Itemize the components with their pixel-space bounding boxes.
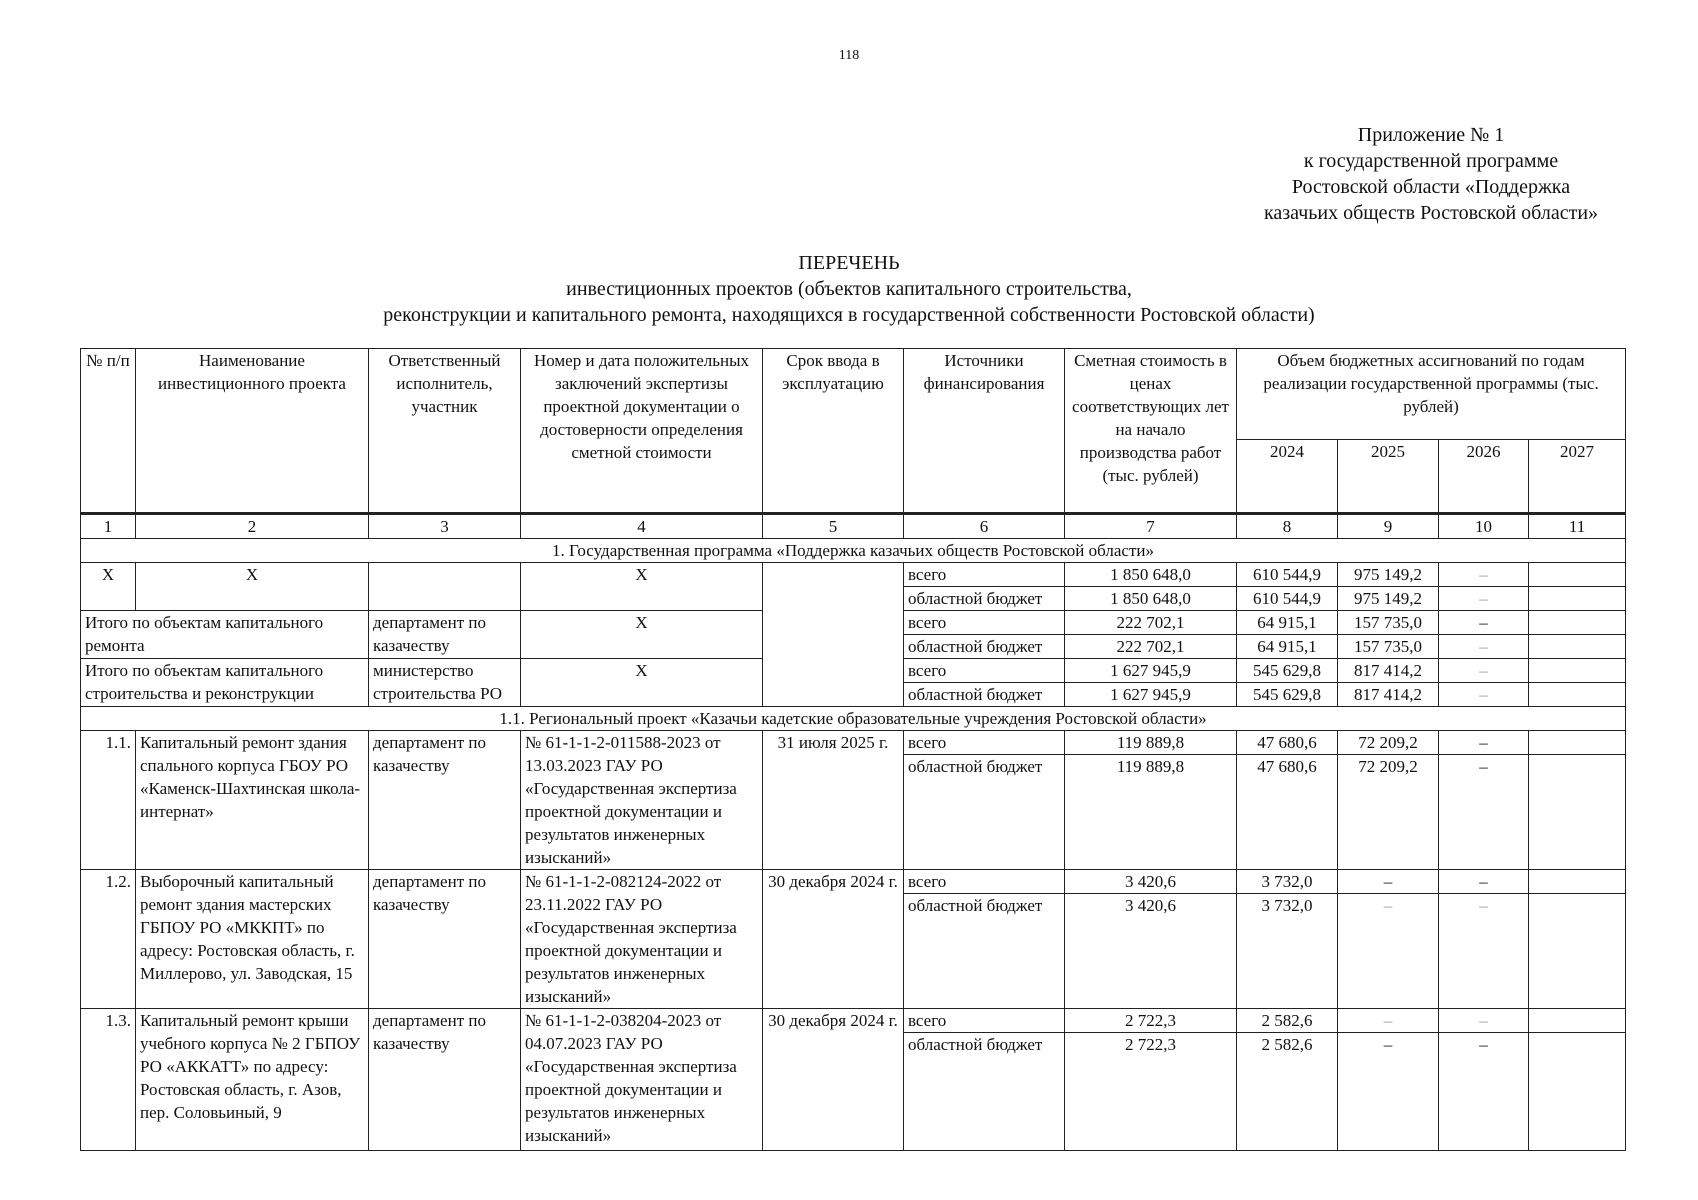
value-2024: 64 915,1 <box>1237 611 1338 635</box>
value-2027 <box>1529 587 1626 611</box>
value-2026: – <box>1439 755 1529 870</box>
annex-line: Приложение № 1 <box>1357 124 1505 146</box>
header-term: Срок ввода в эксплуатацию <box>763 349 904 514</box>
project-term: 31 июля 2025 г. <box>763 731 904 870</box>
project-num: 1.3. <box>81 1009 136 1151</box>
column-number: 4 <box>521 514 763 539</box>
project-expertise: № 61-1-1-2-082124-2022 от 23.11.2022 ГАУ РО «Государственная экспертиза проектной документации и результатов инженерных изысканий» <box>521 870 763 1009</box>
project-num: 1.2. <box>81 870 136 1009</box>
value-2027 <box>1529 1009 1626 1033</box>
column-number: 11 <box>1529 514 1626 539</box>
header-name: Наименование инвестиционного проекта <box>136 349 369 514</box>
value-2024: 545 629,8 <box>1237 659 1338 683</box>
value-2024: 64 915,1 <box>1237 635 1338 659</box>
value-2027 <box>1529 563 1626 587</box>
value-2026: – <box>1439 659 1529 683</box>
construction-total-name: Итого по объектам капитального строительства и реконструкции <box>81 659 369 707</box>
value-2024: 610 544,9 <box>1237 563 1338 587</box>
source-label: областной бюджет <box>904 683 1065 707</box>
cost-value: 1 627 945,9 <box>1065 659 1237 683</box>
source-label: областной бюджет <box>904 635 1065 659</box>
project-executor: департамент по казачеству <box>369 1009 521 1151</box>
column-number: 1 <box>81 514 136 539</box>
value-2027 <box>1529 1033 1626 1151</box>
source-label: всего <box>904 563 1065 587</box>
cost-value: 3 420,6 <box>1065 894 1237 1009</box>
value-2024: 47 680,6 <box>1237 731 1338 755</box>
cost-value: 2 722,3 <box>1065 1009 1237 1033</box>
cost-value: 1 850 648,0 <box>1065 587 1237 611</box>
header-year: 2026 <box>1439 440 1529 514</box>
header-year: 2025 <box>1338 440 1439 514</box>
project-executor: департамент по казачеству <box>369 870 521 1009</box>
header-executor: Ответственный исполнитель, участник <box>369 349 521 514</box>
value-2026: – <box>1439 870 1529 894</box>
title-line: инвестиционных проектов (объектов капитального строительства, <box>566 278 1132 300</box>
x-mark: Х <box>521 563 763 611</box>
annex-block <box>1241 122 1621 226</box>
value-2026: – <box>1439 731 1529 755</box>
value-2027 <box>1529 611 1626 635</box>
value-2025: 817 414,2 <box>1338 683 1439 707</box>
header-year: 2024 <box>1237 440 1338 514</box>
value-2024: 47 680,6 <box>1237 755 1338 870</box>
source-label: областной бюджет <box>904 755 1065 870</box>
cost-value: 222 702,1 <box>1065 635 1237 659</box>
header-num: № п/п <box>81 349 136 514</box>
x-mark: Х <box>136 563 369 611</box>
value-2026: – <box>1439 1009 1529 1033</box>
document-title <box>0 250 1698 328</box>
value-2026: – <box>1439 1033 1529 1151</box>
source-label: всего <box>904 1009 1065 1033</box>
value-2026: – <box>1439 683 1529 707</box>
column-number: 9 <box>1338 514 1439 539</box>
cost-value: 1 627 945,9 <box>1065 683 1237 707</box>
annex-line: Ростовской области «Поддержка <box>1291 176 1571 198</box>
empty-cell <box>763 563 904 707</box>
project-term: 30 декабря 2024 г. <box>763 1009 904 1151</box>
value-2027 <box>1529 659 1626 683</box>
value-2026: – <box>1439 563 1529 587</box>
title-heading: ПЕРЕЧЕНЬ <box>798 252 900 274</box>
value-2024: 2 582,6 <box>1237 1033 1338 1151</box>
source-label: областной бюджет <box>904 894 1065 1009</box>
project-name: Выборочный капитальный ремонт здания мастерских ГБПОУ РО «МККПТ» по адресу: Ростовская область, г. Миллерово, ул. Заводская, 15 <box>136 870 369 1009</box>
cost-value: 119 889,8 <box>1065 755 1237 870</box>
source-label: всего <box>904 659 1065 683</box>
column-number: 2 <box>136 514 369 539</box>
value-2025: 157 735,0 <box>1338 611 1439 635</box>
value-2025: – <box>1338 870 1439 894</box>
header-year: 2027 <box>1529 440 1626 514</box>
value-2025: 975 149,2 <box>1338 587 1439 611</box>
section-title: 1.1. Региональный проект «Казачьи кадетские образовательные учреждения Ростовской области» <box>81 707 1626 731</box>
column-number: 3 <box>369 514 521 539</box>
project-executor: департамент по казачеству <box>369 731 521 870</box>
column-number: 10 <box>1439 514 1529 539</box>
source-label: всего <box>904 611 1065 635</box>
value-2024: 545 629,8 <box>1237 683 1338 707</box>
value-2025: 975 149,2 <box>1338 563 1439 587</box>
header-sources: Источники финансирования <box>904 349 1065 514</box>
cost-value: 222 702,1 <box>1065 611 1237 635</box>
value-2026: – <box>1439 894 1529 1009</box>
cost-value: 3 420,6 <box>1065 870 1237 894</box>
empty-cell <box>369 563 521 611</box>
x-mark: Х <box>81 563 136 611</box>
project-term: 30 декабря 2024 г. <box>763 870 904 1009</box>
column-number: 7 <box>1065 514 1237 539</box>
value-2027 <box>1529 894 1626 1009</box>
value-2027 <box>1529 870 1626 894</box>
source-label: областной бюджет <box>904 587 1065 611</box>
value-2024: 3 732,0 <box>1237 894 1338 1009</box>
column-number: 5 <box>763 514 904 539</box>
value-2025: 72 209,2 <box>1338 755 1439 870</box>
repair-total-name: Итого по объектам капитального ремонта <box>81 611 369 659</box>
cost-value: 119 889,8 <box>1065 731 1237 755</box>
column-number: 8 <box>1237 514 1338 539</box>
value-2025: 817 414,2 <box>1338 659 1439 683</box>
project-expertise: № 61-1-1-2-038204-2023 от 04.07.2023 ГАУ РО «Государственная экспертиза проектной документации и результатов инженерных изысканий» <box>521 1009 763 1151</box>
value-2025: – <box>1338 1033 1439 1151</box>
repair-total-executor: департамент по казачеству <box>369 611 521 659</box>
header-budget: Объем бюджетных ассигнований по годам реализации государственной программы (тыс. рублей) <box>1237 349 1626 440</box>
value-2026: – <box>1439 635 1529 659</box>
source-label: областной бюджет <box>904 1033 1065 1151</box>
x-mark: Х <box>521 659 763 707</box>
annex-line: казачьих обществ Ростовской области» <box>1263 202 1599 224</box>
column-number: 6 <box>904 514 1065 539</box>
project-num: 1.1. <box>81 731 136 870</box>
x-mark: Х <box>521 611 763 659</box>
projects-table <box>80 348 1626 1151</box>
title-line: реконструкции и капитального ремонта, находящихся в государственной собственности Ростовской области) <box>383 304 1315 326</box>
value-2027 <box>1529 635 1626 659</box>
value-2025: 157 735,0 <box>1338 635 1439 659</box>
section-title: 1. Государственная программа «Поддержка казачьих обществ Ростовской области» <box>81 539 1626 563</box>
value-2024: 3 732,0 <box>1237 870 1338 894</box>
value-2026: – <box>1439 611 1529 635</box>
annex-line: к государственной программе <box>1303 150 1559 172</box>
page-number: 118 <box>838 48 860 63</box>
value-2026: – <box>1439 587 1529 611</box>
value-2024: 2 582,6 <box>1237 1009 1338 1033</box>
value-2025: – <box>1338 1009 1439 1033</box>
cost-value: 2 722,3 <box>1065 1033 1237 1151</box>
value-2025: 72 209,2 <box>1338 731 1439 755</box>
header-cost: Сметная стоимость в ценах соответствующих лет на начало производства работ (тыс. рублей) <box>1065 349 1237 514</box>
source-label: всего <box>904 731 1065 755</box>
value-2024: 610 544,9 <box>1237 587 1338 611</box>
source-label: всего <box>904 870 1065 894</box>
value-2027 <box>1529 755 1626 870</box>
header-expertise: Номер и дата положительных заключений экспертизы проектной документации о достоверности определения сметной стоимости <box>521 349 763 514</box>
project-expertise: № 61-1-1-2-011588-2023 от 13.03.2023 ГАУ РО «Государственная экспертиза проектной документации и результатов инженерных изысканий» <box>521 731 763 870</box>
cost-value: 1 850 648,0 <box>1065 563 1237 587</box>
value-2027 <box>1529 683 1626 707</box>
value-2025: – <box>1338 894 1439 1009</box>
value-2027 <box>1529 731 1626 755</box>
project-name: Капитальный ремонт крыши учебного корпуса № 2 ГБПОУ РО «АККАТТ» по адресу: Ростовская область, г. Азов, пер. Соловьиный, 9 <box>136 1009 369 1151</box>
construction-total-executor: министерство строительства РО <box>369 659 521 707</box>
project-name: Капитальный ремонт здания спального корпуса ГБОУ РО «Каменск-Шахтинская школа-интернат» <box>136 731 369 870</box>
